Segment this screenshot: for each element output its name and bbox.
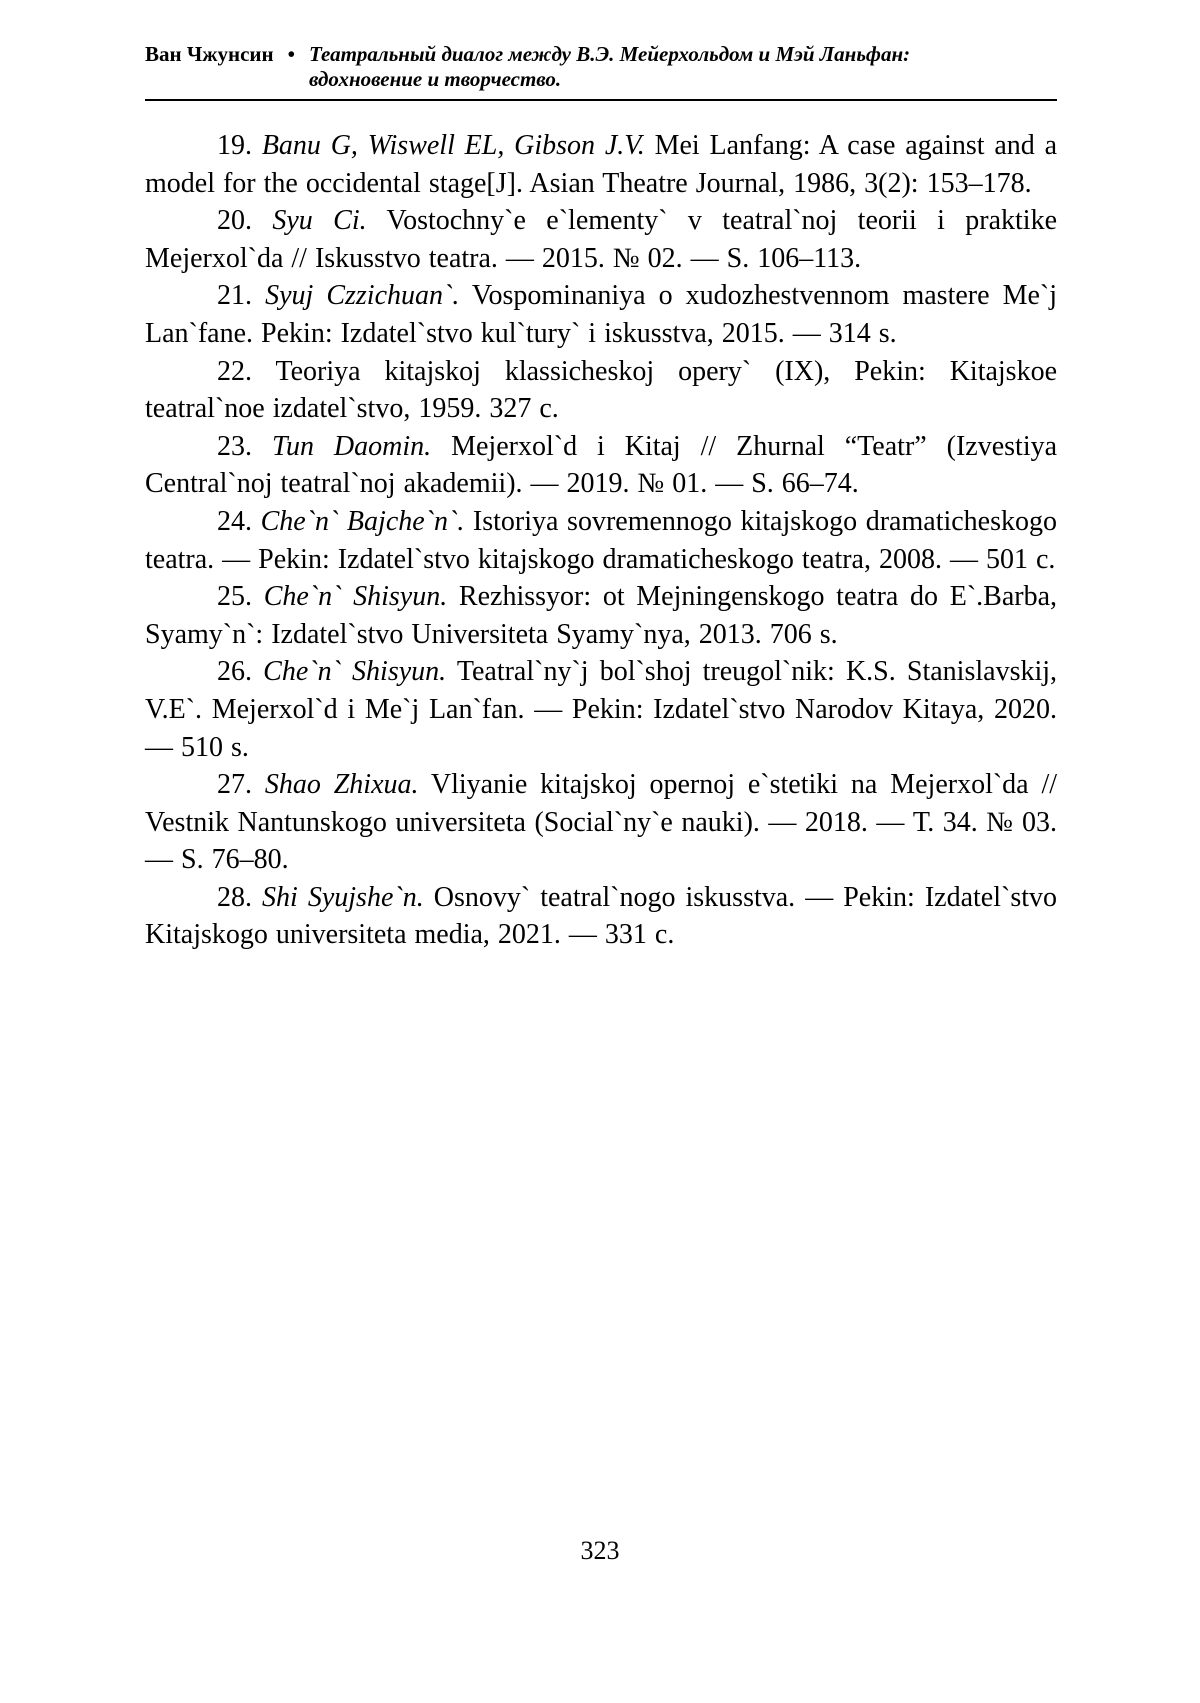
reference-author: Tun Daomin. xyxy=(271,430,432,462)
reference-item xyxy=(145,353,1057,428)
reference-number: 26. xyxy=(217,656,252,688)
page-number: 323 xyxy=(580,1536,620,1565)
reference-author: Shao Zhixua. xyxy=(264,769,419,801)
reference-text: Istoriya sovremennogo kitajskogo dramaticheskogo teatra. — Pekin: Izdatel`stvo kitajskogo dramaticheskogo teatra, 2008. — 501 с. xyxy=(145,505,1058,575)
reference-text: Mei Lanfang: A case against and a model for the occidental stage[J]. Asian Theatre Journal, 1986, 3(2): 153–178. xyxy=(145,130,1058,199)
references-list xyxy=(145,127,1057,954)
reference-item xyxy=(145,578,1057,653)
reference-number: 23. xyxy=(217,430,252,462)
reference-number: 25. xyxy=(217,581,252,613)
reference-number: 22. xyxy=(217,355,252,387)
reference-item xyxy=(145,428,1057,503)
reference-number: 20. xyxy=(217,205,252,237)
reference-author: Syu Ci. xyxy=(272,205,367,237)
reference-item xyxy=(145,503,1057,578)
reference-item xyxy=(145,277,1057,352)
reference-text: Vliyanie kitajskoj opernoj e`stetiki na Mejerxol`da // Vestnik Nantunskogo universiteta (Social`ny`e nauki). — 2018. — Т. 34. № 03. — S. 76–80. xyxy=(145,769,1058,876)
reference-number: 28. xyxy=(217,881,252,913)
reference-item xyxy=(145,879,1057,954)
running-header xyxy=(145,42,1057,92)
reference-text: Teatral`ny`j bol`shoj treugol`nik: K.S. Stanislavskij, V.E`. Mejerxol`d i Me`j Lan`fan. — Pekin: Izdatel`stvo Narodov Kitaya, 2020. — 510 s. xyxy=(145,656,1058,763)
header-article-title: Театральный диалог между В.Э. Мейерхольдом и Мэй Ланьфан: вдохновение и творчество. xyxy=(308,42,911,91)
reference-author: Syuj Czzichuan`. xyxy=(265,280,460,312)
header-author: Ван Чжунсин xyxy=(145,42,274,66)
reference-author: Banu G, Wiswell EL, Gibson J.V. xyxy=(261,130,645,161)
reference-number: 19. xyxy=(217,130,252,161)
reference-text: Mejerxol`d i Kitaj // Zhurnal “Teatr” (Izvestiya Central`noj teatral`noj akademii). — 2019. № 01. — S. 66–74. xyxy=(145,430,1058,500)
reference-author: Che`n` Shisyun. xyxy=(263,656,447,688)
reference-number: 21. xyxy=(217,280,252,312)
reference-item xyxy=(145,766,1057,879)
reference-number: 27. xyxy=(217,769,252,801)
reference-number: 24. xyxy=(217,505,252,537)
reference-text: Teoriya kitajskoj klassicheskoj opery` (IX), Pekin: Kitajskoe teatral`noe izdatel`stvo, 1959. 327 с. xyxy=(145,355,1058,425)
reference-author: Che`n` Bajche`n`. xyxy=(260,505,465,537)
reference-text: Osnovy` teatral`nogo iskusstva. — Pekin: Izdatel`stvo Kitajskogo universiteta media, 2021. — 331 с. xyxy=(145,881,1057,951)
reference-text: Vospominaniya o xudozhestvennom mastere Me`j Lan`fane. Pekin: Izdatel`stvo kul`tury` i iskusstva, 2015. — 314 s. xyxy=(145,280,1058,349)
reference-item xyxy=(145,202,1057,277)
reference-author: Che`n` Shisyun. xyxy=(263,581,448,613)
bullet-separator-icon: • xyxy=(287,42,295,66)
reference-text: Vostochny`e e`lementy` v teatral`noj teorii i praktike Mejerxol`da // Iskusstvo teatra. — 2015. № 02. — S. 106–113. xyxy=(145,205,1057,274)
reference-author: Shi Syujshe`n. xyxy=(262,881,424,913)
header-divider xyxy=(145,99,1057,101)
reference-item xyxy=(145,127,1057,202)
reference-text: Rezhissyor: ot Mejningenskogo teatra do E`.Barba, Syamy`n`: Izdatel`stvo Universiteta Syamy`nya, 2013. 706 s. xyxy=(145,581,1057,650)
reference-item xyxy=(145,653,1057,766)
